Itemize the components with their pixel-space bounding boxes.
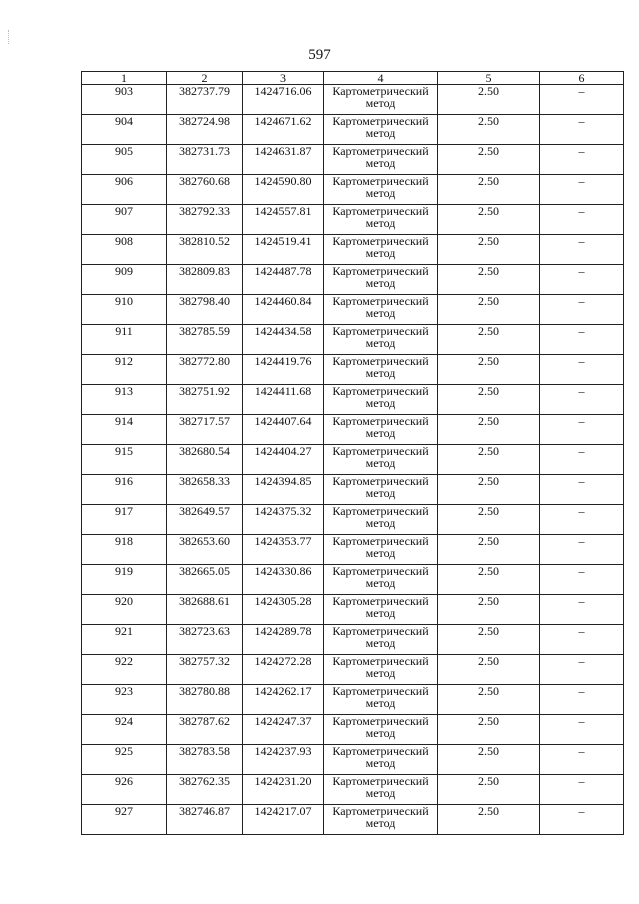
accuracy-cell: 2.50 <box>438 685 540 715</box>
x-coordinate-cell: 382787.62 <box>167 715 243 745</box>
table-row <box>82 475 624 505</box>
table-row <box>82 685 624 715</box>
y-coordinate-cell: 1424487.78 <box>243 265 324 295</box>
note-cell: – <box>540 505 624 535</box>
note-cell: – <box>540 475 624 505</box>
accuracy-cell: 2.50 <box>438 355 540 385</box>
note-cell: – <box>540 535 624 565</box>
x-coordinate-cell: 382792.33 <box>167 205 243 235</box>
method-cell: Картометрический метод <box>324 595 438 625</box>
note-cell: – <box>540 115 624 145</box>
y-coordinate-cell: 1424671.62 <box>243 115 324 145</box>
y-coordinate-cell: 1424590.80 <box>243 175 324 205</box>
method-cell: Картометрический метод <box>324 775 438 805</box>
x-coordinate-cell: 382723.63 <box>167 625 243 655</box>
y-coordinate-cell: 1424434.58 <box>243 325 324 355</box>
point-number-cell: 912 <box>82 355 167 385</box>
y-coordinate-cell: 1424231.20 <box>243 775 324 805</box>
method-cell: Картометрический метод <box>324 85 438 115</box>
y-coordinate-cell: 1424272.28 <box>243 655 324 685</box>
note-cell: – <box>540 655 624 685</box>
note-cell: – <box>540 205 624 235</box>
method-cell: Картометрический метод <box>324 115 438 145</box>
y-coordinate-cell: 1424375.32 <box>243 505 324 535</box>
note-cell: – <box>540 775 624 805</box>
method-cell: Картометрический метод <box>324 295 438 325</box>
table-row <box>82 115 624 145</box>
point-number-cell: 917 <box>82 505 167 535</box>
header-row <box>82 72 624 85</box>
note-cell: – <box>540 595 624 625</box>
x-coordinate-cell: 382780.88 <box>167 685 243 715</box>
y-coordinate-cell: 1424557.81 <box>243 205 324 235</box>
table-row <box>82 745 624 775</box>
table-row <box>82 445 624 475</box>
x-coordinate-cell: 382737.79 <box>167 85 243 115</box>
x-coordinate-cell: 382649.57 <box>167 505 243 535</box>
method-cell: Картометрический метод <box>324 535 438 565</box>
margin-mark <box>8 30 10 44</box>
note-cell: – <box>540 235 624 265</box>
method-cell: Картометрический метод <box>324 235 438 265</box>
y-coordinate-cell: 1424716.06 <box>243 85 324 115</box>
accuracy-cell: 2.50 <box>438 595 540 625</box>
note-cell: – <box>540 565 624 595</box>
point-number-cell: 922 <box>82 655 167 685</box>
note-cell: – <box>540 145 624 175</box>
method-cell: Картометрический метод <box>324 385 438 415</box>
accuracy-cell: 2.50 <box>438 565 540 595</box>
column-header-4: 4 <box>324 72 438 85</box>
table-row <box>82 325 624 355</box>
x-coordinate-cell: 382731.73 <box>167 145 243 175</box>
accuracy-cell: 2.50 <box>438 535 540 565</box>
note-cell: – <box>540 385 624 415</box>
table-row <box>82 355 624 385</box>
x-coordinate-cell: 382757.32 <box>167 655 243 685</box>
x-coordinate-cell: 382783.58 <box>167 745 243 775</box>
table-row <box>82 565 624 595</box>
column-header-1: 1 <box>82 72 167 85</box>
table-row <box>82 295 624 325</box>
column-header-5: 5 <box>438 72 540 85</box>
method-cell: Картометрический метод <box>324 655 438 685</box>
accuracy-cell: 2.50 <box>438 745 540 775</box>
x-coordinate-cell: 382653.60 <box>167 535 243 565</box>
accuracy-cell: 2.50 <box>438 775 540 805</box>
column-header-6: 6 <box>540 72 624 85</box>
method-cell: Картометрический метод <box>324 415 438 445</box>
note-cell: – <box>540 805 624 835</box>
method-cell: Картометрический метод <box>324 205 438 235</box>
point-number-cell: 911 <box>82 325 167 355</box>
point-number-cell: 921 <box>82 625 167 655</box>
x-coordinate-cell: 382760.68 <box>167 175 243 205</box>
table-row <box>82 85 624 115</box>
point-number-cell: 926 <box>82 775 167 805</box>
table-body <box>82 85 624 835</box>
y-coordinate-cell: 1424411.68 <box>243 385 324 415</box>
method-cell: Картометрический метод <box>324 505 438 535</box>
method-cell: Картометрический метод <box>324 685 438 715</box>
note-cell: – <box>540 445 624 475</box>
point-number-cell: 905 <box>82 145 167 175</box>
accuracy-cell: 2.50 <box>438 505 540 535</box>
accuracy-cell: 2.50 <box>438 85 540 115</box>
accuracy-cell: 2.50 <box>438 295 540 325</box>
accuracy-cell: 2.50 <box>438 625 540 655</box>
accuracy-cell: 2.50 <box>438 805 540 835</box>
table-row <box>82 205 624 235</box>
y-coordinate-cell: 1424262.17 <box>243 685 324 715</box>
accuracy-cell: 2.50 <box>438 415 540 445</box>
y-coordinate-cell: 1424631.87 <box>243 145 324 175</box>
y-coordinate-cell: 1424519.41 <box>243 235 324 265</box>
accuracy-cell: 2.50 <box>438 115 540 145</box>
x-coordinate-cell: 382688.61 <box>167 595 243 625</box>
point-number-cell: 909 <box>82 265 167 295</box>
x-coordinate-cell: 382751.92 <box>167 385 243 415</box>
x-coordinate-cell: 382665.05 <box>167 565 243 595</box>
table-row <box>82 235 624 265</box>
accuracy-cell: 2.50 <box>438 385 540 415</box>
table-row <box>82 145 624 175</box>
y-coordinate-cell: 1424353.77 <box>243 535 324 565</box>
x-coordinate-cell: 382724.98 <box>167 115 243 145</box>
point-number-cell: 903 <box>82 85 167 115</box>
point-number-cell: 904 <box>82 115 167 145</box>
note-cell: – <box>540 265 624 295</box>
x-coordinate-cell: 382746.87 <box>167 805 243 835</box>
note-cell: – <box>540 295 624 325</box>
table-header <box>82 72 624 85</box>
note-cell: – <box>540 745 624 775</box>
table-row <box>82 595 624 625</box>
method-cell: Картометрический метод <box>324 715 438 745</box>
x-coordinate-cell: 382810.52 <box>167 235 243 265</box>
x-coordinate-cell: 382809.83 <box>167 265 243 295</box>
x-coordinate-cell: 382658.33 <box>167 475 243 505</box>
note-cell: – <box>540 625 624 655</box>
method-cell: Картометрический метод <box>324 265 438 295</box>
y-coordinate-cell: 1424394.85 <box>243 475 324 505</box>
point-number-cell: 920 <box>82 595 167 625</box>
method-cell: Картометрический метод <box>324 355 438 385</box>
y-coordinate-cell: 1424330.86 <box>243 565 324 595</box>
point-number-cell: 925 <box>82 745 167 775</box>
point-number-cell: 924 <box>82 715 167 745</box>
accuracy-cell: 2.50 <box>438 235 540 265</box>
y-coordinate-cell: 1424237.93 <box>243 745 324 775</box>
y-coordinate-cell: 1424305.28 <box>243 595 324 625</box>
method-cell: Картометрический метод <box>324 145 438 175</box>
table-row <box>82 535 624 565</box>
x-coordinate-cell: 382762.35 <box>167 775 243 805</box>
accuracy-cell: 2.50 <box>438 655 540 685</box>
point-number-cell: 908 <box>82 235 167 265</box>
y-coordinate-cell: 1424407.64 <box>243 415 324 445</box>
point-number-cell: 919 <box>82 565 167 595</box>
point-number-cell: 913 <box>82 385 167 415</box>
method-cell: Картометрический метод <box>324 475 438 505</box>
method-cell: Картометрический метод <box>324 745 438 775</box>
point-number-cell: 907 <box>82 205 167 235</box>
table-row <box>82 625 624 655</box>
point-number-cell: 927 <box>82 805 167 835</box>
column-header-2: 2 <box>167 72 243 85</box>
table-row <box>82 265 624 295</box>
x-coordinate-cell: 382717.57 <box>167 415 243 445</box>
point-number-cell: 910 <box>82 295 167 325</box>
accuracy-cell: 2.50 <box>438 205 540 235</box>
note-cell: – <box>540 175 624 205</box>
accuracy-cell: 2.50 <box>438 325 540 355</box>
table-row <box>82 775 624 805</box>
note-cell: – <box>540 325 624 355</box>
x-coordinate-cell: 382772.80 <box>167 355 243 385</box>
method-cell: Картометрический метод <box>324 805 438 835</box>
note-cell: – <box>540 355 624 385</box>
point-number-cell: 916 <box>82 475 167 505</box>
table-row <box>82 805 624 835</box>
x-coordinate-cell: 382785.59 <box>167 325 243 355</box>
point-number-cell: 918 <box>82 535 167 565</box>
column-header-3: 3 <box>243 72 324 85</box>
accuracy-cell: 2.50 <box>438 475 540 505</box>
accuracy-cell: 2.50 <box>438 445 540 475</box>
note-cell: – <box>540 415 624 445</box>
x-coordinate-cell: 382680.54 <box>167 445 243 475</box>
y-coordinate-cell: 1424217.07 <box>243 805 324 835</box>
table-row <box>82 655 624 685</box>
accuracy-cell: 2.50 <box>438 265 540 295</box>
method-cell: Картометрический метод <box>324 625 438 655</box>
table-row <box>82 385 624 415</box>
table-row <box>82 175 624 205</box>
table-row <box>82 505 624 535</box>
coordinates-table <box>81 71 624 835</box>
y-coordinate-cell: 1424289.78 <box>243 625 324 655</box>
table-row <box>82 715 624 745</box>
y-coordinate-cell: 1424419.76 <box>243 355 324 385</box>
page-number: 597 <box>308 47 331 63</box>
method-cell: Картометрический метод <box>324 325 438 355</box>
method-cell: Картометрический метод <box>324 565 438 595</box>
y-coordinate-cell: 1424404.27 <box>243 445 324 475</box>
accuracy-cell: 2.50 <box>438 715 540 745</box>
note-cell: – <box>540 715 624 745</box>
point-number-cell: 923 <box>82 685 167 715</box>
accuracy-cell: 2.50 <box>438 145 540 175</box>
method-cell: Картометрический метод <box>324 175 438 205</box>
x-coordinate-cell: 382798.40 <box>167 295 243 325</box>
method-cell: Картометрический метод <box>324 445 438 475</box>
accuracy-cell: 2.50 <box>438 175 540 205</box>
table-row <box>82 415 624 445</box>
note-cell: – <box>540 85 624 115</box>
point-number-cell: 915 <box>82 445 167 475</box>
note-cell: – <box>540 685 624 715</box>
y-coordinate-cell: 1424247.37 <box>243 715 324 745</box>
y-coordinate-cell: 1424460.84 <box>243 295 324 325</box>
point-number-cell: 906 <box>82 175 167 205</box>
point-number-cell: 914 <box>82 415 167 445</box>
